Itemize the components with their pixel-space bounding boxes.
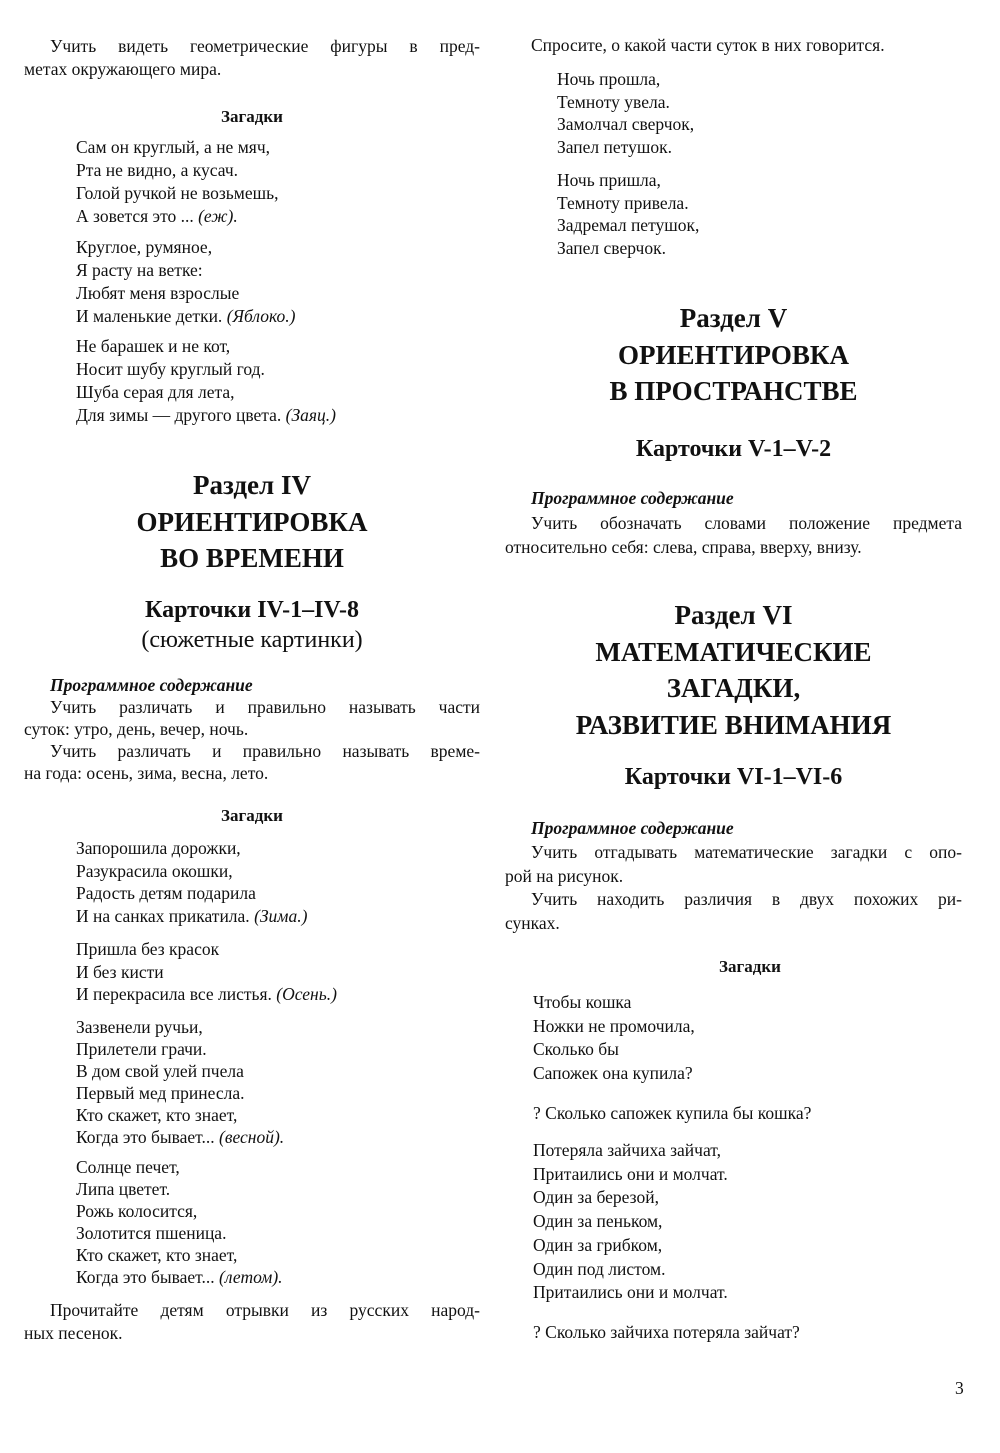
- intro-paragraph: Учить видеть геометрические фигуры в пред- метах окружающего мира.: [24, 36, 480, 79]
- program-paragraph: Учить обозначать словами положение предмета относительно себя: слева, справа, вверху, внизу.: [505, 513, 962, 557]
- poem-line: [76, 882, 307, 905]
- poem-line-text: Зазвенели ручьи,: [76, 1017, 203, 1037]
- poem-line: Сапожек она купила?: [533, 1063, 693, 1084]
- poem-line: [76, 381, 336, 404]
- poem-line: [76, 305, 295, 328]
- poem-line-text: А зовется это ...: [76, 206, 194, 226]
- riddle-poem: [76, 335, 336, 427]
- question: ? Сколько сапожек купила бы кошка?: [533, 1103, 812, 1123]
- poem-line-text: Липа цветет.: [76, 1179, 171, 1199]
- poem-line-text: И на санках прикатила.: [76, 905, 250, 926]
- poem-line-text: Голой ручкой не возьмешь,: [76, 183, 279, 203]
- riddle-poem: [76, 1016, 284, 1148]
- poem-line-text: Рта не видно, а кусач.: [76, 160, 239, 180]
- poem-line: Задремал петушок,: [557, 215, 700, 235]
- song-excerpt: [557, 169, 699, 259]
- poem-line-text: Радость детям подарила: [76, 883, 256, 903]
- poem-line-text: Золотится пшеница.: [76, 1223, 227, 1243]
- poem-line: [76, 983, 337, 1006]
- poem-line: Запел сверчок.: [557, 237, 666, 258]
- riddle-poem: [76, 1156, 283, 1288]
- riddle-poem: [76, 236, 295, 328]
- poem-line: [76, 259, 295, 282]
- poem-line-text: Запорошила дорожки,: [76, 838, 241, 858]
- poem-line: [76, 404, 336, 427]
- section-vi-title: Раздел VI МАТЕМАТИЧЕСКИЕ ЗАГАДКИ, РАЗВИТИЕ ВНИМАНИЯ: [575, 600, 892, 740]
- poem-line: Ночь пришла,: [557, 170, 661, 190]
- ask-paragraph: Спросите, о какой части суток в них говорится.: [531, 35, 885, 55]
- poem-line: Чтобы кошка: [533, 992, 632, 1012]
- poem-line-text: Пришла без красок: [76, 939, 220, 959]
- poem-line: Запел петушок.: [557, 136, 672, 157]
- cards-v-heading: Карточки V-1–V-2: [635, 436, 832, 462]
- section-v-title: Раздел V ОРИЕНТИРОВКА В ПРОСТРАНСТВЕ: [609, 303, 858, 406]
- cards-iv-heading: Карточки IV-1–IV-8: [145, 597, 359, 623]
- poem-line: [76, 335, 336, 358]
- poem-line: Притаились они и молчат.: [533, 1163, 728, 1184]
- poem-line-text: Солнце печет,: [76, 1157, 180, 1177]
- poem-line: [76, 358, 336, 381]
- poem-line: Один за грибком,: [533, 1234, 663, 1255]
- poem-line: [76, 1038, 284, 1060]
- poem-line-text: В дом свой улей пчела: [76, 1061, 244, 1081]
- poem-line: [76, 1222, 283, 1244]
- riddles-heading: Загадки: [719, 957, 781, 976]
- poem-line: Ночь прошла,: [557, 69, 661, 89]
- poem-line-text: Кто скажет, кто знает,: [76, 1105, 238, 1125]
- poem-line-text: Для зимы — другого цвета.: [76, 405, 282, 425]
- poem-line: Темноту привела.: [557, 192, 689, 213]
- poem-line-text: Шуба серая для лета,: [76, 382, 235, 402]
- poem-line-text: Когда это бывает...: [76, 1267, 215, 1287]
- poem-line-text: И маленькие детки.: [76, 306, 223, 326]
- section-iv-title: Раздел IV ОРИЕНТИРОВКА ВО ВРЕМЕНИ: [136, 470, 368, 573]
- riddle-answer: (Заяц.): [285, 405, 337, 425]
- poem-line: [76, 1156, 283, 1178]
- poem-line: [76, 159, 278, 182]
- poem-line: [76, 938, 337, 961]
- riddles-heading: Загадки: [221, 107, 283, 126]
- poem-line: Ножки не промочила,: [533, 1015, 695, 1036]
- poem-line-text: Первый мед принесла.: [76, 1083, 245, 1103]
- page-number: 3: [955, 1378, 964, 1398]
- poem-line: [76, 1266, 283, 1288]
- poem-line: [76, 1200, 283, 1222]
- riddle-answer: (еж).: [198, 206, 238, 226]
- poem-line-text: Сам он круглый, а не мяч,: [76, 137, 270, 157]
- poem-line-text: Круглое, румяное,: [76, 237, 213, 257]
- poem-line: Притаились они и молчат.: [533, 1282, 728, 1303]
- program-paragraph: Учить отгадывать математические загадки с опо- рой на рисунок. Учить находить различия в двух похожих ри- сунках.: [505, 842, 962, 933]
- poem-line-text: Носит шубу круглый год.: [76, 359, 265, 379]
- poem-line: [76, 1060, 284, 1082]
- poem-line: Темноту увела.: [557, 91, 670, 112]
- riddle-answer: (Зима.): [254, 905, 308, 926]
- riddle-answer: (летом).: [219, 1267, 283, 1287]
- song-excerpt: [557, 68, 694, 158]
- poem-line-text: Любят меня взрослые: [76, 283, 240, 303]
- poem-line: [76, 905, 307, 928]
- poem-line: Один под листом.: [533, 1258, 666, 1279]
- poem-line: [76, 1016, 284, 1038]
- poem-line-text: Прилетели грачи.: [76, 1039, 207, 1059]
- riddle-poem: [76, 938, 337, 1006]
- cards-vi-heading: Карточки VI-1–VI-6: [624, 764, 843, 790]
- poem-line: Один за березой,: [533, 1187, 659, 1208]
- riddle-poem: [533, 991, 695, 1086]
- poem-line: Замолчал сверчок,: [557, 114, 695, 134]
- program-heading: Программное содержание: [531, 488, 734, 508]
- riddle-answer: (весной).: [219, 1127, 285, 1147]
- poem-line: [76, 961, 337, 984]
- cards-iv-subtitle: (сюжетные картинки): [141, 627, 363, 653]
- riddles-heading: Загадки: [221, 806, 283, 825]
- riddle-answer: (Осень.): [276, 984, 337, 1004]
- poem-line: Сколько бы: [533, 1039, 619, 1060]
- program-paragraph: Учить различать и правильно называть части суток: утро, день, вечер, ночь. Учить различать и правильно называть време- на года: осень, зима, весна, лето.: [24, 697, 480, 783]
- poem-line: [76, 860, 307, 883]
- poem-line: [76, 1126, 284, 1148]
- poem-line: [76, 1244, 283, 1266]
- poem-line-text: Кто скажет, кто знает,: [76, 1245, 238, 1265]
- outro-paragraph: Прочитайте детям отрывки из русских народ- ных песенок.: [24, 1300, 480, 1343]
- riddle-poem: [76, 136, 278, 228]
- poem-line: [76, 182, 278, 205]
- poem-line-text: Когда это бывает...: [76, 1127, 215, 1147]
- program-heading: Программное содержание: [531, 818, 734, 838]
- poem-line-text: И без кисти: [76, 961, 164, 982]
- poem-line: [76, 1104, 284, 1126]
- program-heading: Программное содержание: [50, 675, 253, 695]
- poem-line: Потеряла зайчиха зайчат,: [533, 1140, 721, 1160]
- poem-line: [76, 1178, 283, 1200]
- poem-line-text: Я расту на ветке:: [76, 260, 203, 280]
- riddle-poem: [533, 1139, 728, 1305]
- poem-line-text: Не барашек и не кот,: [76, 336, 231, 356]
- riddle-answer: (Яблоко.): [226, 306, 296, 326]
- poem-line-text: И перекрасила все листья.: [76, 984, 272, 1004]
- question: ? Сколько зайчиха потеряла зайчат?: [533, 1322, 800, 1342]
- poem-line-text: Рожь колосится,: [76, 1201, 198, 1221]
- riddle-poem: [76, 837, 307, 927]
- poem-line: [76, 1082, 284, 1104]
- poem-line: [76, 205, 278, 228]
- poem-line: [76, 136, 278, 159]
- poem-line: [76, 837, 307, 860]
- poem-line-text: Разукрасила окошки,: [76, 860, 233, 881]
- poem-line: [76, 282, 295, 305]
- poem-line: Один за пеньком,: [533, 1211, 663, 1232]
- poem-line: [76, 236, 295, 259]
